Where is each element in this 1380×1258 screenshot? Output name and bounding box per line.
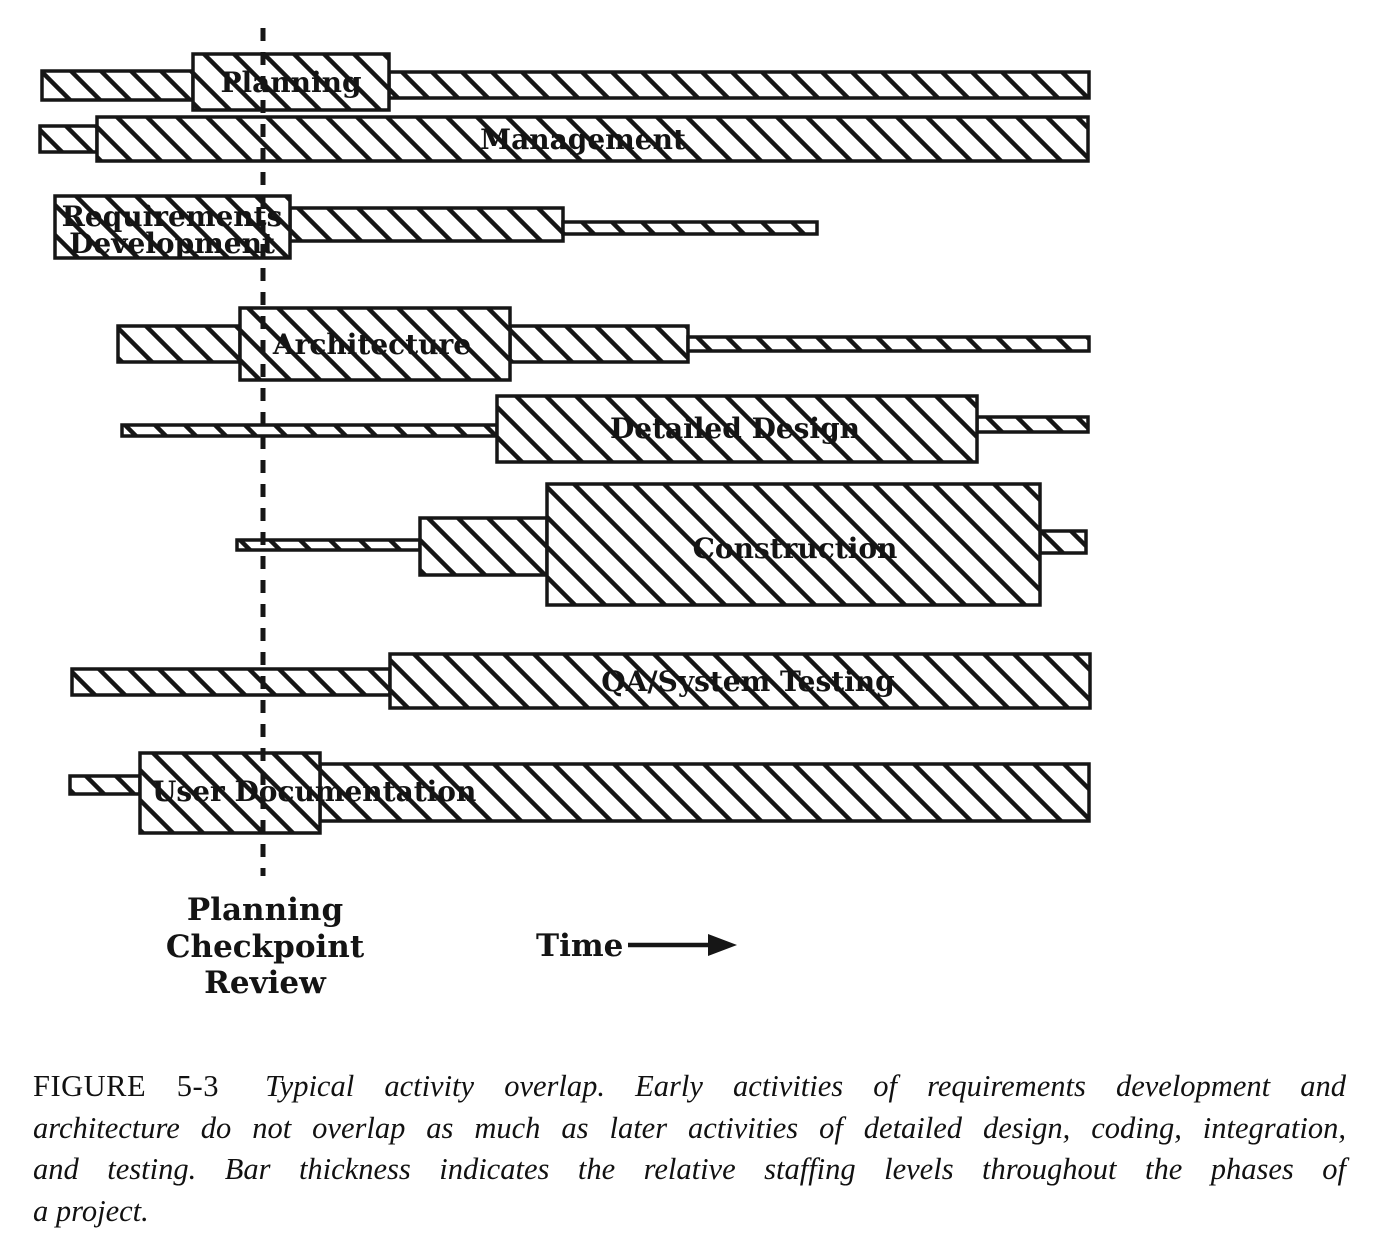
activity-bar-construction <box>237 484 1086 605</box>
time-label: Time <box>536 928 624 964</box>
bar-segment-construction <box>1040 531 1086 553</box>
checkpoint-review-label <box>166 892 365 1001</box>
bar-label-planning: Planning <box>220 66 362 99</box>
checkpoint-label-line: Review <box>204 965 326 1001</box>
activity-bar-detailed-design <box>122 396 1088 462</box>
bar-segment-architecture <box>688 337 1089 351</box>
activity-bar-management <box>40 117 1088 161</box>
bar-label-construction: Construction <box>692 532 898 565</box>
bar-label-qa-system-testing: QA/System Testing <box>601 665 895 698</box>
bar-segment-planning <box>389 72 1089 98</box>
bar-segment-management <box>40 126 97 152</box>
caption-line-1 <box>33 1066 1346 1108</box>
bar-segment-user-documentation <box>70 776 140 794</box>
checkpoint-label-line: Planning <box>186 892 344 928</box>
activity-bar-planning <box>42 54 1089 110</box>
bar-label-user-documentation: User Documentation <box>152 775 477 808</box>
figure-number: FIGURE 5-3 <box>33 1069 219 1103</box>
bar-label-detailed-design: Detailed Design <box>609 412 861 445</box>
activity-bar-requirements-development <box>55 196 817 260</box>
activity-bar-qa-system-testing <box>72 654 1090 708</box>
activity-bars <box>40 54 1090 833</box>
figure-caption <box>33 1066 1346 1232</box>
bar-segment-detailed-design <box>122 425 497 436</box>
bar-label-requirements-development: Development <box>69 227 275 260</box>
caption-text: Typical activity overlap. Early activities of requirements development and <box>264 1069 1346 1103</box>
time-arrow-head-icon <box>708 934 737 956</box>
bar-segment-requirements-development <box>563 222 817 234</box>
bar-label-management: Management <box>480 123 686 156</box>
activity-bar-user-documentation <box>70 753 1089 833</box>
bar-segment-detailed-design <box>977 417 1088 432</box>
caption-line-3: and testing. Bar thickness indicates the relative staffing levels throughout the phases of <box>33 1152 1346 1186</box>
time-axis <box>536 928 737 964</box>
bar-segment-architecture <box>510 326 688 362</box>
caption-line-4: a project. <box>33 1193 149 1228</box>
bar-segment-architecture <box>118 326 240 362</box>
bar-segment-requirements-development <box>290 208 563 241</box>
caption-line-2: architecture do not overlap as much as later activities of detailed design, coding, integration, <box>33 1110 1346 1145</box>
bar-segment-planning <box>42 71 193 100</box>
bar-label-architecture: Architecture <box>272 328 472 361</box>
bar-segment-construction <box>420 518 547 575</box>
bar-segment-qa-system-testing <box>72 669 390 695</box>
checkpoint-label-line: Checkpoint <box>165 929 365 965</box>
bar-label-requirements-development: Requirements <box>61 200 283 233</box>
